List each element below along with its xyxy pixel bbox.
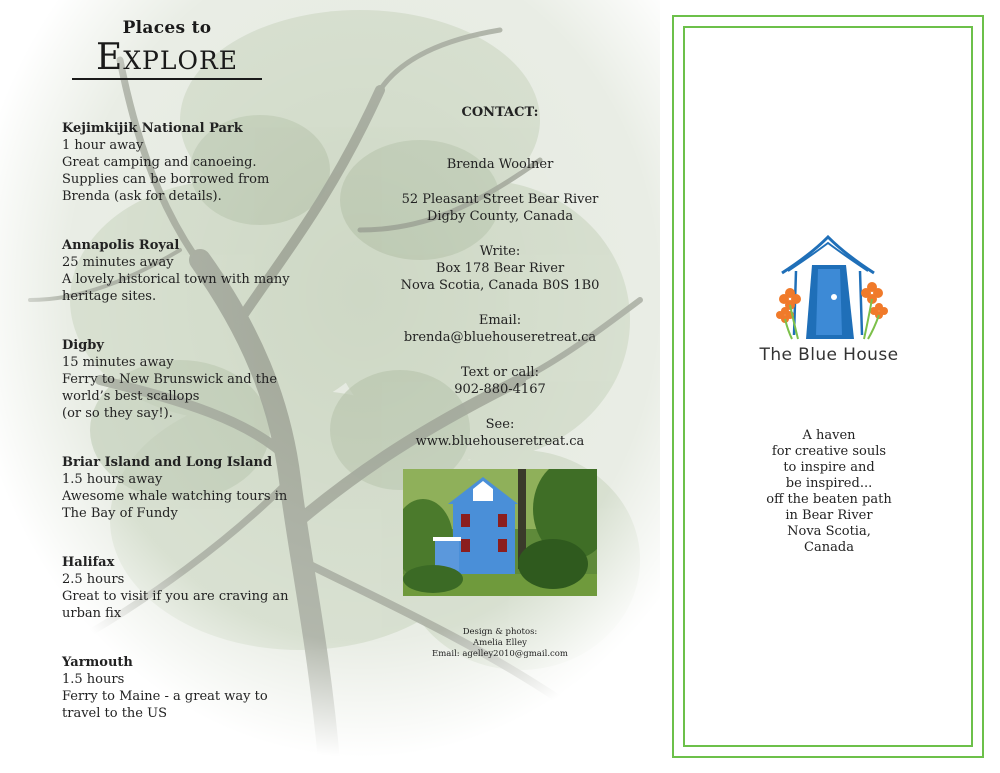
cover-frame-inner <box>683 26 973 747</box>
place-line: Ferry to Maine - a great way to <box>62 689 268 704</box>
contact-panel <box>395 104 605 450</box>
contact-heading: CONTACT: <box>461 105 539 120</box>
email-label: Email: <box>478 313 522 328</box>
contact-address-line1: 52 Pleasant Street Bear River <box>401 192 599 207</box>
tagline-line: Nova Scotia, <box>787 524 871 539</box>
tagline-line: for creative souls <box>771 444 887 459</box>
place-line: 15 minutes away <box>62 355 174 370</box>
place-line: 1.5 hours <box>62 672 125 687</box>
place-line: world’s best scallops <box>62 389 200 404</box>
place-annapolis-royal <box>62 237 302 305</box>
tagline-line: be inspired... <box>785 476 873 491</box>
header-big-title: Explore <box>95 37 239 78</box>
place-line: 2.5 hours <box>62 572 125 587</box>
place-line: 1 hour away <box>62 138 144 153</box>
place-line: travel to the US <box>62 706 167 721</box>
place-line: (or so they say!). <box>62 406 173 421</box>
website-link[interactable]: www.bluehouseretreat.ca <box>415 434 585 449</box>
tagline-line: to inspire and <box>783 460 875 475</box>
write-label: Write: <box>479 244 521 259</box>
brand-name: The Blue House <box>759 345 899 365</box>
tagline-line: A haven <box>802 428 856 443</box>
design-credits <box>410 627 590 660</box>
place-line: Supplies can be borrowed from <box>62 172 270 187</box>
place-name: Kejimkijik National Park <box>62 121 243 136</box>
tagline-line: off the beaten path <box>766 492 892 507</box>
blue-house-logo <box>770 235 890 345</box>
call-label: Text or call: <box>461 365 539 380</box>
credits-line2: Amelia Elley <box>473 638 527 648</box>
cover-tagline <box>700 428 958 556</box>
place-line: heritage sites. <box>62 289 157 304</box>
place-halifax <box>62 554 302 622</box>
place-line: urban fix <box>62 606 122 621</box>
contact-address-line2: Digby County, Canada <box>426 209 574 224</box>
place-name: Briar Island and Long Island <box>62 455 273 470</box>
mailing-line2: Nova Scotia, Canada B0S 1B0 <box>400 278 600 293</box>
place-yarmouth <box>62 654 302 722</box>
website-label: See: <box>485 417 515 432</box>
place-line: Great to visit if you are craving an <box>62 589 289 604</box>
place-line: 1.5 hours away <box>62 472 163 487</box>
place-name: Yarmouth <box>62 655 133 670</box>
tagline-line: Canada <box>804 540 854 555</box>
place-kejimkijik <box>62 120 302 205</box>
place-line: 25 minutes away <box>62 255 174 270</box>
place-line: Brenda (ask for details). <box>62 189 222 204</box>
place-line: Great camping and canoeing. <box>62 155 257 170</box>
place-name: Halifax <box>62 555 115 570</box>
header-small-title: Places to <box>122 18 212 38</box>
place-line: A lovely historical town with many <box>62 272 290 287</box>
place-line: The Bay of Fundy <box>62 506 178 521</box>
place-line: Ferry to New Brunswick and the <box>62 372 278 387</box>
tagline-line: in Bear River <box>785 508 873 523</box>
place-briar-island <box>62 454 302 522</box>
phone-number[interactable]: 902-880-4167 <box>454 382 546 397</box>
explore-header <box>62 18 322 80</box>
email-link[interactable]: brenda@bluehouseretreat.ca <box>403 330 597 345</box>
credits-email: Email: agelley2010@gmail.com <box>432 649 568 659</box>
place-line: Awesome whale watching tours in <box>62 489 288 504</box>
contact-person: Brenda Woolner <box>446 157 554 172</box>
house-photo <box>403 469 597 596</box>
place-name: Digby <box>62 338 104 353</box>
place-digby <box>62 337 302 422</box>
header-underline <box>72 78 262 80</box>
mailing-line1: Box 178 Bear River <box>435 261 565 276</box>
credits-line1: Design & photos: <box>462 627 538 637</box>
place-name: Annapolis Royal <box>62 238 180 253</box>
